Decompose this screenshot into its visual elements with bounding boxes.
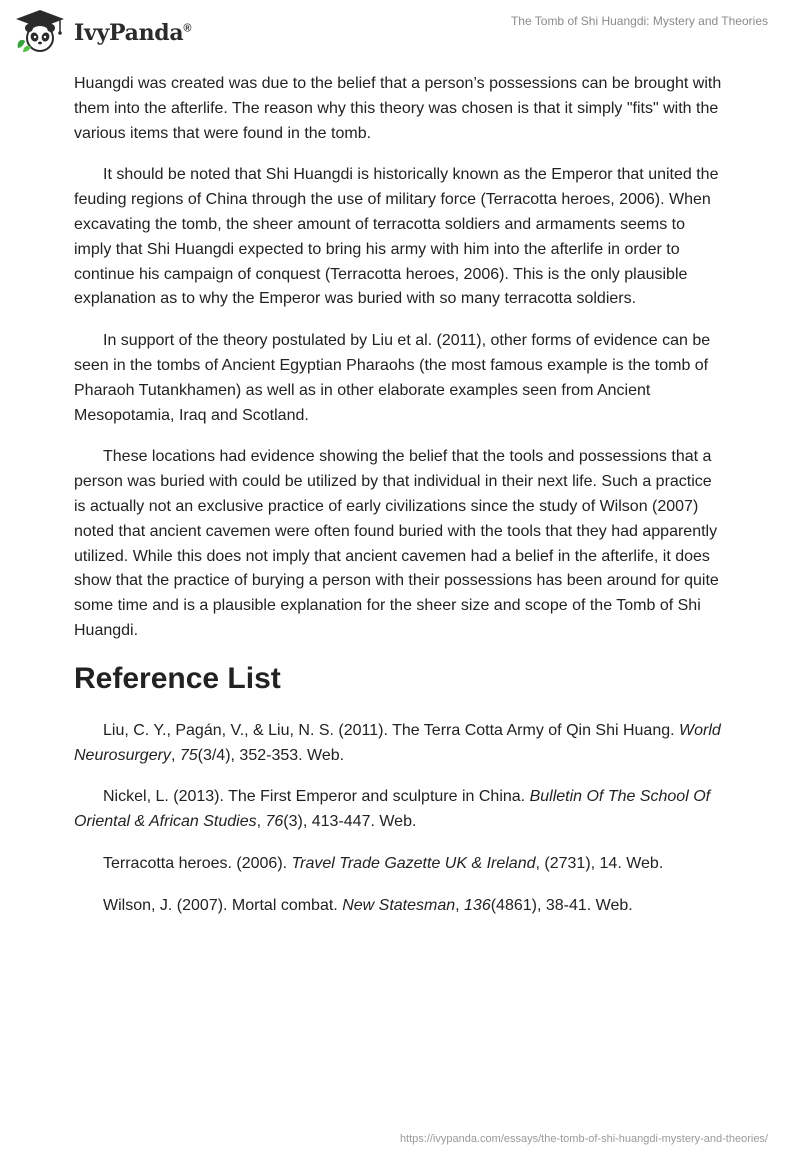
essay-body (74, 72, 726, 936)
reference-list (74, 719, 726, 919)
panda-graduate-icon (14, 8, 66, 54)
reference-item: Wilson, J. (2007). Mortal combat. New Statesman, 136(4861), 38-41. Web. (103, 896, 633, 914)
paragraph-2: It should be noted that Shi Huangdi is historically known as the Emperor that united the feuding regions of China through the use of military force (Terracotta heroes, 2006). When excavating the tomb, the sheer amount of terracotta soldiers and armaments seems to imply that Shi Huangdi expected to bring his army with him into the afterlife in order to continue his campaign of conquest (Terracotta heroes, 2006). This is the only plausible explanation as to why the Emperor was buried with so many terracotta soldiers. (74, 166, 719, 308)
ivypanda-logo[interactable] (14, 8, 191, 54)
page-header (0, 0, 800, 60)
document-title: The Tomb of Shi Huangdi: Mystery and Theories (510, 14, 768, 28)
source-url[interactable]: https://ivypanda.com/essays/the-tomb-of-shi-huangdi-mystery-and-theories/ (399, 1133, 768, 1145)
paragraph-4: These locations had evidence showing the belief that the tools and possessions that a person was buried with could be utilized by that individual in their next life. Such a practice is actually not an exclusive practice of early civilizations since the study of Wilson (2007) noted that ancient cavemen were often found buried with the tools that they had apparently utilized. While this does not imply that ancient cavemen had a belief in the afterlife, it does show that the practice of burying a person with their possessions has been around for quite some time and is a plausible explanation for the sheer size and scope of the Tomb of Shi Huangdi. (74, 448, 719, 639)
reference-item: Liu, C. Y., Pagán, V., & Liu, N. S. (2011). The Terra Cotta Army of Qin Shi Huang. World Neurosurgery, 75(3/4), 352-353. Web. (74, 721, 721, 764)
reference-item: Nickel, L. (2013). The First Emperor and sculpture in China. Bulletin Of The School Of Oriental & African Studies, 76(3), 413-447. Web. (74, 788, 711, 831)
reference-item: Terracotta heroes. (2006). Travel Trade Gazette UK & Ireland, (2731), 14. Web. (103, 854, 664, 872)
reference-list-heading: Reference List (74, 661, 281, 695)
paragraph-3: In support of the theory postulated by Liu et al. (2011), other forms of evidence can be seen in the tombs of Ancient Egyptian Pharaohs (the most famous example is the tomb of Pharaoh Tutankhamen) as well as in other elaborate examples seen from Ancient Mesopotamia, Iraq and Scotland. (74, 332, 711, 424)
logo-text: IvyPanda® (74, 20, 192, 46)
paragraph-1: Huangdi was created was due to the belief that a person’s possessions can be brought with them into the afterlife. The reason why this theory was chosen is that it simply "fits" with the various items that were found in the tomb. (74, 75, 722, 142)
